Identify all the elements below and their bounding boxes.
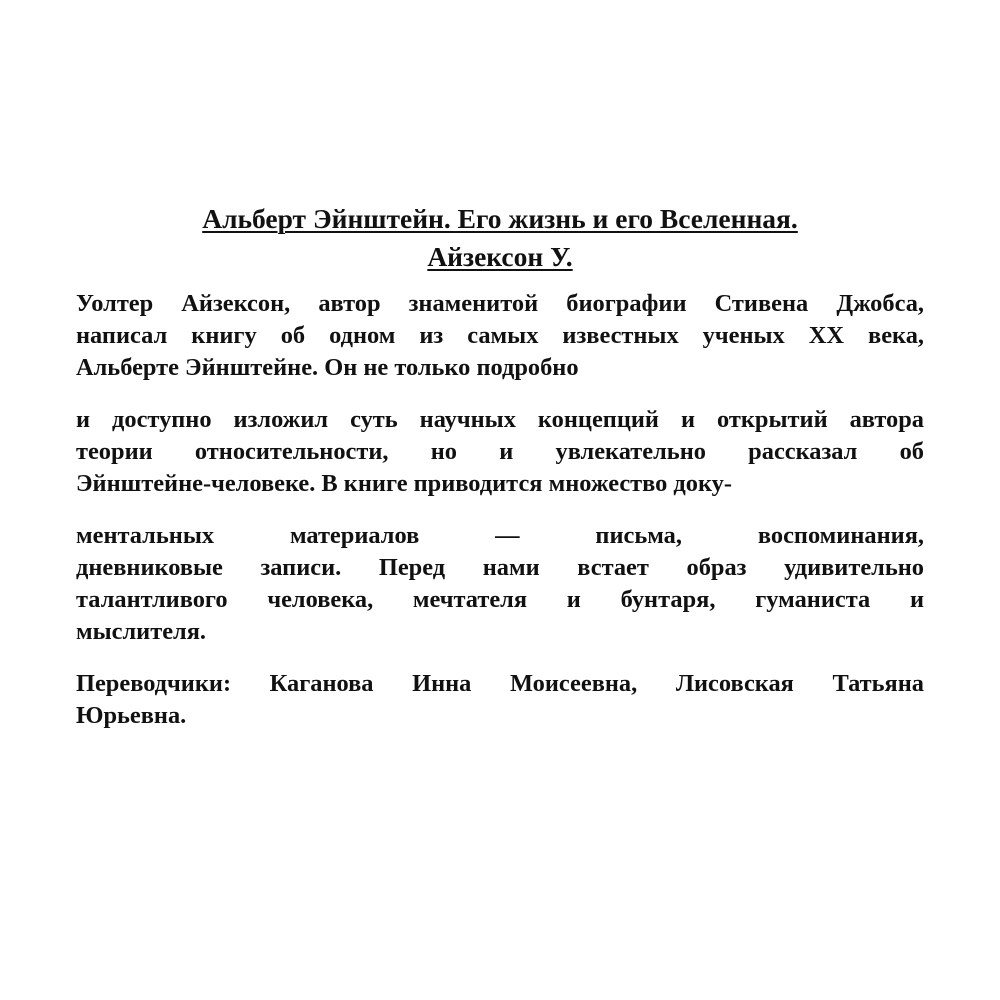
description-paragraph-1 [76, 288, 924, 384]
book-author-line: Айзексон У. [427, 241, 573, 272]
text-line: теории относительности, но и увлекательно рассказал об [76, 438, 924, 465]
text-line: Уолтер Айзексон, автор знаменитой биографии Стивена Джобса, [76, 290, 924, 317]
text-line: Переводчики: Каганова Инна Моисеевна, Лисовская Татьяна [76, 670, 924, 697]
text-line: Альберте Эйнштейне. Он не только подробно [76, 354, 579, 381]
book-title-line-1: Альберт Эйнштейн. Его жизнь и его Вселенная. [202, 203, 798, 234]
text-line: и доступно изложил суть научных концепций и открытий автора [76, 406, 924, 433]
text-line: мыслителя. [76, 618, 207, 645]
book-title [76, 200, 924, 276]
text-line: Эйнштейне-человеке. В книге приводится множество доку- [76, 470, 732, 497]
description-paragraph-2 [76, 404, 924, 500]
text-line: Юрьевна. [76, 702, 187, 729]
text-line: ментальных материалов — письма, воспоминания, [76, 522, 924, 549]
text-line: талантливого человека, мечтателя и бунтаря, гуманиста и [76, 586, 924, 613]
text-line: дневниковые записи. Перед нами встает образ удивительно [76, 554, 924, 581]
text-line: написал книгу об одном из самых известных ученых XX века, [76, 322, 924, 349]
description-paragraph-3 [76, 520, 924, 648]
translators-paragraph [76, 668, 924, 732]
document-page [76, 200, 924, 752]
